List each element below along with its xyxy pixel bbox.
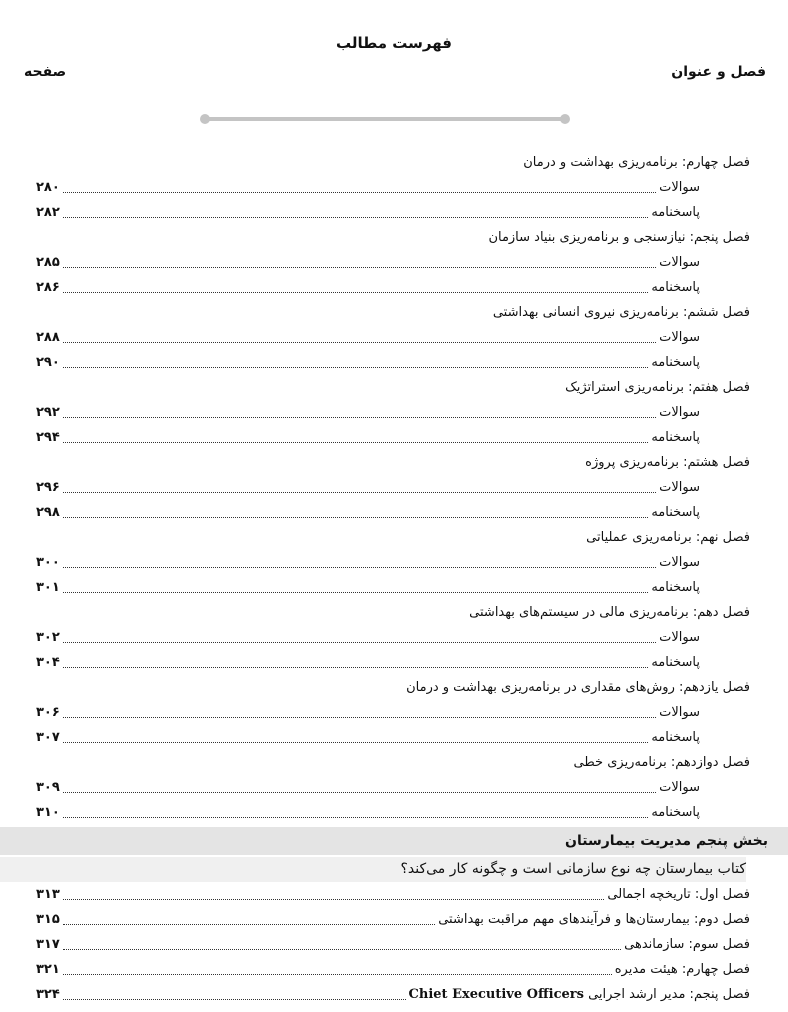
- toc-entry-questions[interactable]: [0, 550, 788, 575]
- chapter-title[interactable]: فصل دهم: برنامه‌ریزی مالی در سیستم‌های بهداشتی: [469, 605, 750, 620]
- entry-label: فصل پنجم: مدیر ارشد اجرایی: [588, 987, 750, 1002]
- page-number: ۳۱۷: [36, 937, 60, 952]
- page-number: ۲۹۴: [36, 430, 60, 445]
- page-number: ۳۱۵: [36, 912, 60, 927]
- page-number: ۲۸۸: [36, 330, 60, 345]
- toc-entry-answers[interactable]: [0, 575, 788, 600]
- column-header-page: صفحه: [24, 64, 67, 80]
- page-number: ۳۱۰: [36, 805, 60, 820]
- toc-entry-answers[interactable]: [0, 800, 788, 825]
- toc-entry-questions[interactable]: [0, 475, 788, 500]
- page-number: ۲۹۶: [36, 480, 60, 495]
- book-heading[interactable]: کتاب بیمارستان چه نوع سازمانی است و چگونه کار می‌کند؟: [0, 857, 788, 882]
- toc-entry-questions[interactable]: [0, 775, 788, 800]
- toc-entry-answers[interactable]: [0, 350, 788, 375]
- toc-entry-questions[interactable]: [0, 325, 788, 350]
- entry-label: پاسخنامه: [651, 355, 700, 370]
- page-number: ۲۸۰: [36, 180, 60, 195]
- entry-label: فصل چهارم: هیئت مدیره: [614, 962, 750, 977]
- entry-label: پاسخنامه: [651, 805, 700, 820]
- dot-leader: [63, 949, 621, 950]
- entry-label: فصل دوم: بیمارستان‌ها و فرآیندهای مهم مراقبت بهداشتی: [438, 912, 750, 927]
- chapter-title[interactable]: فصل هشتم: برنامه‌ریزی پروژه: [585, 455, 750, 470]
- section-heading[interactable]: بخش پنجم مدیریت بیمارستان: [0, 827, 788, 855]
- entry-label: سوالات: [659, 555, 700, 570]
- toc-entry-questions[interactable]: [0, 625, 788, 650]
- toc-entry-answers[interactable]: [0, 425, 788, 450]
- page-number: ۳۲۱: [36, 962, 60, 977]
- dot-leader: [63, 442, 649, 443]
- dot-leader: [63, 417, 656, 418]
- chapter-title[interactable]: فصل هفتم: برنامه‌ریزی استراتژیک: [565, 380, 750, 395]
- page-number: ۲۹۸: [36, 505, 60, 520]
- toc-entry-answers[interactable]: [0, 200, 788, 225]
- entry-label: سوالات: [659, 180, 700, 195]
- dot-leader: [63, 999, 406, 1000]
- page-number: ۳۰۶: [36, 705, 60, 720]
- toc-entry-chapter[interactable]: [0, 882, 788, 907]
- column-header-chapter: فصل و عنوان: [671, 64, 766, 80]
- page-number: ۳۰۰: [36, 555, 60, 570]
- entry-label: پاسخنامه: [651, 505, 700, 520]
- toc-entry-chapter[interactable]: [0, 957, 788, 982]
- page-number: ۳۰۹: [36, 780, 60, 795]
- page-title: فهرست مطالب: [336, 34, 452, 52]
- entry-label: سوالات: [659, 705, 700, 720]
- dot-leader: [63, 292, 649, 293]
- dot-leader: [63, 517, 649, 518]
- dot-leader: [63, 567, 656, 568]
- toc-entry-questions[interactable]: [0, 175, 788, 200]
- table-of-contents: [0, 150, 788, 1007]
- dot-leader: [63, 217, 649, 218]
- dot-leader: [63, 924, 435, 925]
- page-number: ۳۲۴: [36, 987, 60, 1002]
- entry-label: پاسخنامه: [651, 430, 700, 445]
- page-number: ۳۱۳: [36, 887, 60, 902]
- entry-label: سوالات: [659, 480, 700, 495]
- chapter-title[interactable]: فصل ششم: برنامه‌ریزی نیروی انسانی بهداشتی: [492, 305, 750, 320]
- toc-entry-questions[interactable]: [0, 700, 788, 725]
- entry-label-latin: Chiet Executive Officers: [408, 987, 584, 1002]
- toc-entry-questions[interactable]: [0, 250, 788, 275]
- dot-leader: [63, 817, 649, 818]
- dot-leader: [63, 792, 656, 793]
- entry-label: سوالات: [659, 405, 700, 420]
- page-number: ۳۰۱: [36, 580, 60, 595]
- page-number: ۳۰۷: [36, 730, 60, 745]
- decorative-divider: [200, 114, 570, 124]
- entry-label: پاسخنامه: [651, 205, 700, 220]
- page-number: ۲۹۰: [36, 355, 60, 370]
- chapter-title[interactable]: فصل دوازدهم: برنامه‌ریزی خطی: [573, 755, 750, 770]
- toc-entry-chapter[interactable]: [0, 932, 788, 957]
- chapter-title[interactable]: فصل یازدهم: روش‌های مقداری در برنامه‌ریزی بهداشت و درمان: [406, 680, 750, 695]
- toc-entry-chapter[interactable]: [0, 982, 788, 1007]
- toc-entry-chapter[interactable]: [0, 907, 788, 932]
- dot-leader: [63, 492, 656, 493]
- page-number: ۳۰۴: [36, 655, 60, 670]
- toc-entry-questions[interactable]: [0, 400, 788, 425]
- page-number: ۳۰۲: [36, 630, 60, 645]
- dot-leader: [63, 342, 656, 343]
- chapter-title[interactable]: فصل چهارم: برنامه‌ریزی بهداشت و درمان: [523, 155, 750, 170]
- page-number: ۲۸۲: [36, 205, 60, 220]
- entry-label: پاسخنامه: [651, 655, 700, 670]
- entry-label: پاسخنامه: [651, 280, 700, 295]
- dot-leader: [63, 974, 612, 975]
- toc-entry-answers[interactable]: [0, 650, 788, 675]
- entry-label: فصل سوم: سازماندهی: [624, 937, 750, 952]
- entry-label: سوالات: [659, 630, 700, 645]
- entry-label: پاسخنامه: [651, 730, 700, 745]
- entry-label: سوالات: [659, 330, 700, 345]
- chapter-title[interactable]: فصل پنجم: نیازسنجی و برنامه‌ریزی بنیاد سازمان: [488, 230, 750, 245]
- dot-leader: [63, 717, 656, 718]
- dot-leader: [63, 192, 656, 193]
- dot-leader: [63, 367, 649, 368]
- toc-entry-answers[interactable]: [0, 275, 788, 300]
- toc-entry-answers[interactable]: [0, 500, 788, 525]
- chapter-title[interactable]: فصل نهم: برنامه‌ریزی عملیاتی: [586, 530, 750, 545]
- entry-label: فصل اول: تاریخچه اجمالی: [607, 887, 750, 902]
- entry-label: سوالات: [659, 780, 700, 795]
- dot-leader: [63, 592, 649, 593]
- dot-leader: [63, 642, 656, 643]
- entry-label: پاسخنامه: [651, 580, 700, 595]
- dot-leader: [63, 742, 649, 743]
- page-number: ۲۸۵: [36, 255, 60, 270]
- toc-entry-answers[interactable]: [0, 725, 788, 750]
- page-number: ۲۸۶: [36, 280, 60, 295]
- dot-leader: [63, 899, 605, 900]
- dot-leader: [63, 667, 649, 668]
- dot-leader: [63, 267, 656, 268]
- page-number: ۲۹۲: [36, 405, 60, 420]
- entry-label: سوالات: [659, 255, 700, 270]
